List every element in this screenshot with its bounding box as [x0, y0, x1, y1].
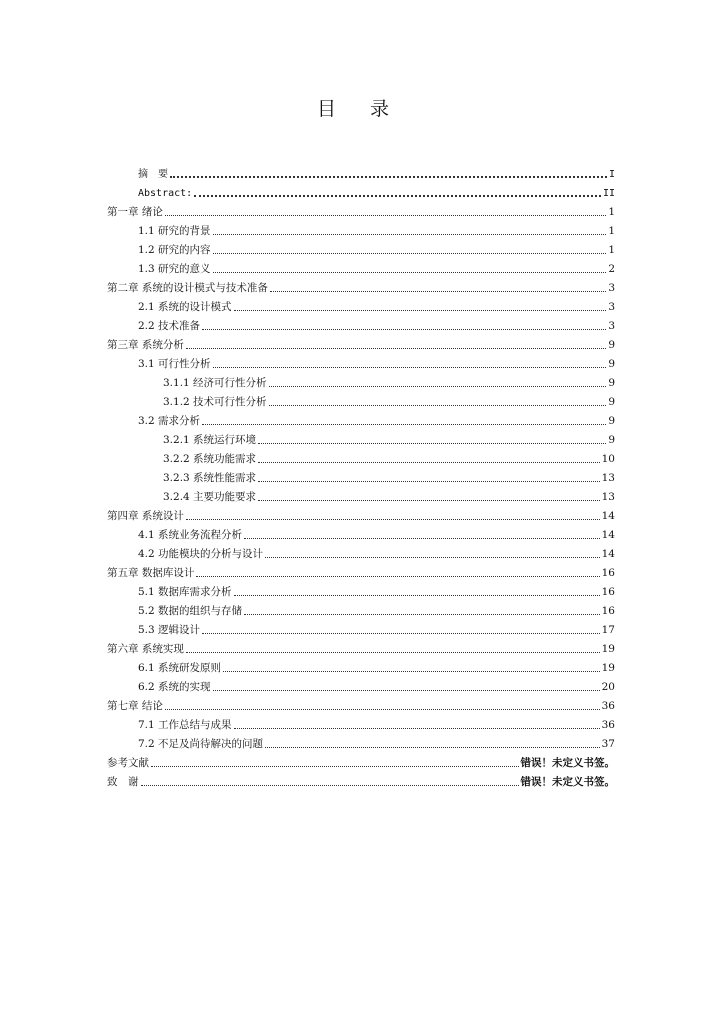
toc-dot-leader — [186, 518, 600, 520]
toc-dot-leader — [244, 537, 600, 539]
toc-entry[interactable] — [107, 675, 615, 694]
toc-entry[interactable] — [107, 181, 615, 200]
toc-entry[interactable] — [107, 352, 615, 371]
table-of-contents — [107, 162, 615, 789]
toc-entry[interactable] — [107, 447, 615, 466]
toc-entry-page: 36 — [601, 719, 615, 731]
toc-dot-leader — [234, 727, 600, 729]
toc-entry-page: 错误！未定义书签。 — [520, 757, 615, 769]
toc-entry-label: 3.2.2 系统功能需求 — [163, 453, 257, 465]
toc-entry[interactable] — [107, 276, 615, 295]
toc-entry-label: Abstract: — [138, 188, 193, 199]
toc-entry-page: 2 — [608, 263, 615, 275]
toc-entry-page: 36 — [601, 700, 615, 712]
toc-entry-label: 1.3 研究的意义 — [138, 263, 211, 275]
toc-entry[interactable] — [107, 428, 615, 447]
toc-entry-label: 3.1.2 技术可行性分析 — [163, 396, 267, 408]
toc-dot-leader — [265, 746, 600, 748]
toc-entry[interactable] — [107, 238, 615, 257]
toc-entry[interactable] — [107, 371, 615, 390]
toc-entry-page: 14 — [601, 510, 615, 522]
toc-entry[interactable] — [107, 333, 615, 352]
toc-entry-page: 错误！未定义书签。 — [520, 776, 615, 788]
toc-dot-leader — [170, 175, 607, 178]
toc-entry-page: 3 — [608, 282, 615, 294]
toc-entry-label: 2.1 系统的设计模式 — [138, 301, 232, 313]
toc-dot-leader — [234, 309, 607, 311]
toc-entry[interactable] — [107, 580, 615, 599]
toc-entry-page: 13 — [601, 472, 615, 484]
toc-entry-label: 2.2 技术准备 — [138, 320, 201, 332]
toc-entry[interactable] — [107, 257, 615, 276]
toc-entry-page: 3 — [608, 301, 615, 313]
toc-dot-leader — [196, 575, 599, 577]
toc-entry-label: 摘 要 — [138, 169, 168, 180]
toc-entry[interactable] — [107, 314, 615, 333]
toc-entry-page: II — [602, 188, 615, 199]
toc-dot-leader — [269, 404, 607, 406]
toc-dot-leader — [202, 423, 606, 425]
toc-entry-page: 17 — [601, 624, 615, 636]
toc-entry-page: 19 — [601, 643, 615, 655]
toc-entry-label: 5.1 数据库需求分析 — [138, 586, 232, 598]
toc-entry[interactable] — [107, 162, 615, 181]
toc-entry[interactable] — [107, 523, 615, 542]
toc-entry[interactable] — [107, 390, 615, 409]
toc-entry[interactable] — [107, 713, 615, 732]
toc-entry[interactable] — [107, 295, 615, 314]
toc-entry-page: 9 — [608, 358, 615, 370]
toc-entry-label: 致 谢 — [107, 776, 139, 788]
toc-entry-label: 第二章 系统的设计模式与技术准备 — [107, 282, 268, 294]
toc-entry-label: 第一章 绪论 — [107, 206, 163, 218]
toc-dot-leader — [213, 366, 607, 368]
toc-entry[interactable] — [107, 770, 615, 789]
toc-entry-label: 第六章 系统实现 — [107, 643, 184, 655]
toc-entry[interactable] — [107, 694, 615, 713]
toc-dot-leader — [213, 252, 607, 254]
toc-entry-label: 第三章 系统分析 — [107, 339, 184, 351]
toc-entry-label: 3.2.3 系统性能需求 — [163, 472, 257, 484]
toc-entry[interactable] — [107, 200, 615, 219]
toc-entry[interactable] — [107, 466, 615, 485]
toc-dot-leader — [151, 765, 519, 767]
toc-entry-label: 4.2 功能模块的分析与设计 — [138, 548, 264, 560]
toc-entry-label: 1.2 研究的内容 — [138, 244, 211, 256]
toc-entry-page: I — [608, 169, 615, 180]
toc-entry[interactable] — [107, 732, 615, 751]
toc-dot-leader — [265, 556, 600, 558]
toc-entry[interactable] — [107, 561, 615, 580]
toc-dot-leader — [165, 214, 606, 216]
toc-entry-label: 4.1 系统业务流程分析 — [138, 529, 243, 541]
toc-dot-leader — [244, 613, 600, 615]
toc-entry[interactable] — [107, 656, 615, 675]
toc-entry[interactable] — [107, 599, 615, 618]
toc-dot-leader — [223, 670, 600, 672]
toc-entry-page: 3 — [608, 320, 615, 332]
toc-entry-page: 14 — [601, 529, 615, 541]
toc-entry-page: 13 — [601, 491, 615, 503]
toc-dot-leader — [258, 480, 600, 482]
toc-dot-leader — [194, 194, 601, 197]
toc-entry[interactable] — [107, 485, 615, 504]
toc-entry-label: 7.1 工作总结与成果 — [138, 719, 232, 731]
toc-entry-label: 6.2 系统的实现 — [138, 681, 211, 693]
toc-dot-leader — [213, 689, 600, 691]
toc-entry[interactable] — [107, 504, 615, 523]
toc-dot-leader — [213, 233, 607, 235]
toc-entry-page: 16 — [601, 605, 615, 617]
toc-dot-leader — [213, 271, 607, 273]
toc-entry-page: 20 — [601, 681, 615, 693]
toc-entry[interactable] — [107, 542, 615, 561]
toc-entry[interactable] — [107, 618, 615, 637]
toc-entry-label: 参考文献 — [107, 757, 149, 769]
toc-entry-page: 9 — [608, 396, 615, 408]
page-title: 目 录 — [316, 98, 404, 120]
toc-entry[interactable] — [107, 219, 615, 238]
toc-entry-label: 第四章 系统设计 — [107, 510, 184, 522]
toc-dot-leader — [258, 499, 600, 501]
toc-entry-page: 9 — [608, 415, 615, 427]
toc-entry-page: 9 — [608, 339, 615, 351]
toc-entry-label: 6.1 系统研发原则 — [138, 662, 222, 674]
toc-entry-label: 3.2.4 主要功能要求 — [163, 491, 257, 503]
toc-dot-leader — [269, 385, 607, 387]
toc-dot-leader — [270, 290, 606, 292]
toc-dot-leader — [186, 651, 600, 653]
toc-entry-page: 1 — [608, 225, 615, 237]
toc-entry-page: 16 — [601, 567, 615, 579]
toc-entry[interactable] — [107, 751, 615, 770]
toc-entry-label: 3.1.1 经济可行性分析 — [163, 377, 267, 389]
toc-dot-leader — [258, 442, 606, 444]
toc-entry-label: 3.2.1 系统运行环境 — [163, 434, 257, 446]
toc-dot-leader — [202, 632, 600, 634]
toc-dot-leader — [234, 594, 600, 596]
toc-entry-label: 5.3 逻辑设计 — [138, 624, 201, 636]
toc-entry-label: 5.2 数据的组织与存储 — [138, 605, 243, 617]
toc-entry-page: 10 — [601, 453, 615, 465]
toc-entry-page: 1 — [608, 244, 615, 256]
toc-dot-leader — [202, 328, 606, 330]
toc-dot-leader — [165, 708, 600, 710]
toc-entry-page: 9 — [608, 434, 615, 446]
toc-entry-label: 3.1 可行性分析 — [138, 358, 211, 370]
toc-entry-label: 第七章 结论 — [107, 700, 163, 712]
toc-entry-label: 3.2 需求分析 — [138, 415, 201, 427]
toc-entry-label: 7.2 不足及尚待解决的问题 — [138, 738, 264, 750]
toc-entry-page: 9 — [608, 377, 615, 389]
toc-entry[interactable] — [107, 409, 615, 428]
toc-entry-label: 第五章 数据库设计 — [107, 567, 195, 579]
toc-dot-leader — [258, 461, 600, 463]
toc-entry-page: 37 — [601, 738, 615, 750]
toc-entry[interactable] — [107, 637, 615, 656]
toc-entry-page: 16 — [601, 586, 615, 598]
toc-entry-page: 1 — [608, 206, 615, 218]
toc-dot-leader — [141, 784, 519, 786]
toc-entry-page: 19 — [601, 662, 615, 674]
toc-entry-page: 14 — [601, 548, 615, 560]
toc-entry-label: 1.1 研究的背景 — [138, 225, 211, 237]
toc-dot-leader — [186, 347, 606, 349]
